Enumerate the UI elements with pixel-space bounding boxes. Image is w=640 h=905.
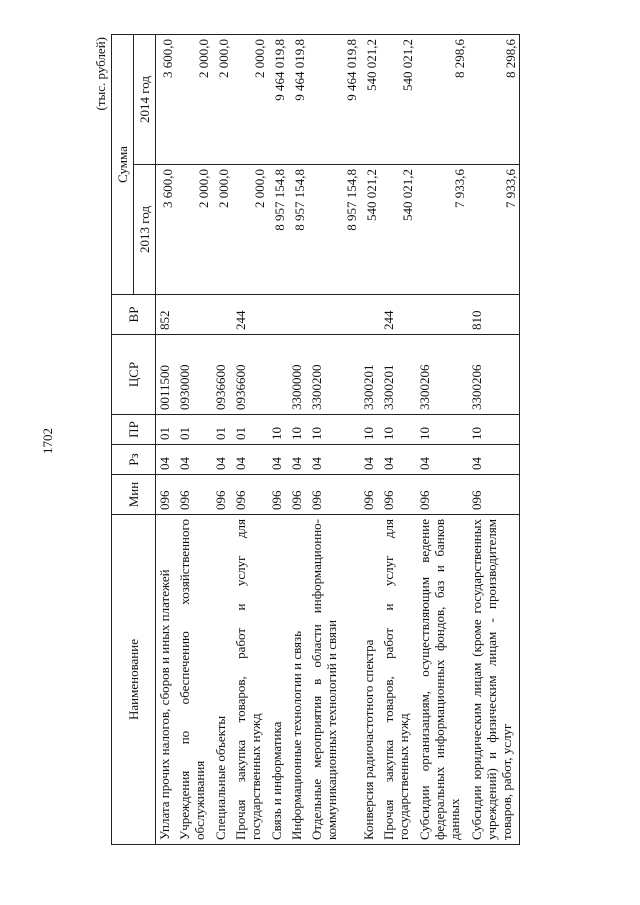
- budget-table: [111, 34, 520, 845]
- row-vr: 852: [156, 295, 176, 335]
- page-number: 1702: [40, 428, 55, 454]
- row-csr: 3300201: [380, 335, 416, 415]
- table-row: [176, 35, 212, 845]
- row-csr: 0011500: [156, 335, 176, 415]
- header-name: Наименование: [112, 515, 156, 845]
- row-rz: 04: [380, 445, 416, 475]
- header-2013: 2013 год: [134, 165, 156, 295]
- row-name: Субсидии юридическим лицам (кроме государственных учреждений) и физическим лицам - производителям товаров, работ, услуг: [468, 515, 520, 845]
- row-2014: 2 000,0: [176, 35, 212, 165]
- row-rz: 04: [360, 445, 380, 475]
- row-min: 096: [308, 475, 360, 515]
- row-csr: 0936600: [212, 335, 232, 415]
- table-row: [468, 35, 520, 845]
- row-pr: 01: [212, 415, 232, 445]
- row-vr: [288, 295, 308, 335]
- row-csr: 0936600: [232, 335, 268, 415]
- row-min: 096: [232, 475, 268, 515]
- row-pr: 01: [156, 415, 176, 445]
- row-2014: 540 021,2: [360, 35, 380, 165]
- header-2014: 2014 год: [134, 35, 156, 165]
- row-pr: 10: [416, 415, 468, 445]
- row-csr: 3300206: [416, 335, 468, 415]
- row-2013: 2 000,0: [212, 165, 232, 295]
- table-row: [360, 35, 380, 845]
- row-2014: 9 464 019,8: [308, 35, 360, 165]
- row-2014: 9 464 019,8: [288, 35, 308, 165]
- row-2013: 540 021,2: [380, 165, 416, 295]
- row-name: Субсидии организациям, осуществляющим ведение федеральных информационных фондов, баз и банков данных: [416, 515, 468, 845]
- row-pr: 01: [232, 415, 268, 445]
- row-pr: 10: [268, 415, 288, 445]
- row-2014: 540 021,2: [380, 35, 416, 165]
- row-name: Конверсия радиочастотного спектра: [360, 515, 380, 845]
- row-min: 096: [360, 475, 380, 515]
- row-2013: 8 957 154,8: [268, 165, 288, 295]
- table-row: [212, 35, 232, 845]
- row-csr: [268, 335, 288, 415]
- row-2013: 7 933,6: [468, 165, 520, 295]
- header-vr: ВР: [112, 295, 156, 335]
- row-min: 096: [380, 475, 416, 515]
- table-row: [380, 35, 416, 845]
- row-name: Отдельные мероприятия в области информационно-коммуникационных технологий и связи: [308, 515, 360, 845]
- row-2013: 540 021,2: [360, 165, 380, 295]
- row-vr: 244: [232, 295, 268, 335]
- row-2013: 3 600,0: [156, 165, 176, 295]
- row-2014: 8 298,6: [468, 35, 520, 165]
- row-min: 096: [288, 475, 308, 515]
- row-csr: 3300000: [288, 335, 308, 415]
- row-rz: 04: [232, 445, 268, 475]
- row-name: Связь и информатика: [268, 515, 288, 845]
- row-2013: 8 957 154,8: [308, 165, 360, 295]
- row-rz: 04: [176, 445, 212, 475]
- table-row: [308, 35, 360, 845]
- row-csr: 3300200: [308, 335, 360, 415]
- row-vr: [416, 295, 468, 335]
- row-name: Прочая закупка товаров, работ и услуг для государственных нужд: [232, 515, 268, 845]
- row-name: Уплата прочих налогов, сборов и иных платежей: [156, 515, 176, 845]
- rotated-page: [93, 35, 613, 845]
- row-csr: 0930000: [176, 335, 212, 415]
- row-2013: 7 933,6: [416, 165, 468, 295]
- header-sum: Сумма: [112, 35, 134, 295]
- header-min: Мин: [112, 475, 156, 515]
- row-2014: 3 600,0: [156, 35, 176, 165]
- row-vr: [176, 295, 212, 335]
- row-vr: 810: [468, 295, 520, 335]
- row-csr: 3300201: [360, 335, 380, 415]
- row-pr: 10: [308, 415, 360, 445]
- row-min: 096: [212, 475, 232, 515]
- row-min: 096: [468, 475, 520, 515]
- row-rz: 04: [212, 445, 232, 475]
- table-row: [156, 35, 176, 845]
- row-2014: 2 000,0: [212, 35, 232, 165]
- row-min: 096: [268, 475, 288, 515]
- row-vr: 244: [380, 295, 416, 335]
- row-name: Прочая закупка товаров, работ и услуг для государственных нужд: [380, 515, 416, 845]
- row-2014: 8 298,6: [416, 35, 468, 165]
- header-csr: ЦСР: [112, 335, 156, 415]
- row-2014: 2 000,0: [232, 35, 268, 165]
- row-vr: [308, 295, 360, 335]
- row-2013: 2 000,0: [232, 165, 268, 295]
- row-rz: 04: [416, 445, 468, 475]
- row-rz: 04: [268, 445, 288, 475]
- row-pr: 01: [176, 415, 212, 445]
- row-name: Информационные технологии и связь: [288, 515, 308, 845]
- row-pr: 10: [468, 415, 520, 445]
- table-row: [232, 35, 268, 845]
- row-pr: 10: [380, 415, 416, 445]
- row-2014: 9 464 019,8: [268, 35, 288, 165]
- row-2013: 2 000,0: [176, 165, 212, 295]
- row-min: 096: [416, 475, 468, 515]
- row-2013: 8 957 154,8: [288, 165, 308, 295]
- table-row: [268, 35, 288, 845]
- row-rz: 04: [308, 445, 360, 475]
- row-name: Специальные объекты: [212, 515, 232, 845]
- row-pr: 10: [360, 415, 380, 445]
- header-pr: ПР: [112, 415, 156, 445]
- row-vr: [212, 295, 232, 335]
- row-min: 096: [156, 475, 176, 515]
- row-rz: 04: [468, 445, 520, 475]
- row-rz: 04: [156, 445, 176, 475]
- table-row: [416, 35, 468, 845]
- row-csr: 3300206: [468, 335, 520, 415]
- row-vr: [360, 295, 380, 335]
- row-vr: [268, 295, 288, 335]
- row-rz: 04: [288, 445, 308, 475]
- unit-note: (тыс. рублей): [93, 37, 108, 111]
- header-rz: Рз: [112, 445, 156, 475]
- table-row: [288, 35, 308, 845]
- row-pr: 10: [288, 415, 308, 445]
- row-min: 096: [176, 475, 212, 515]
- row-name: Учреждения по обеспечению хозяйственного обслуживания: [176, 515, 212, 845]
